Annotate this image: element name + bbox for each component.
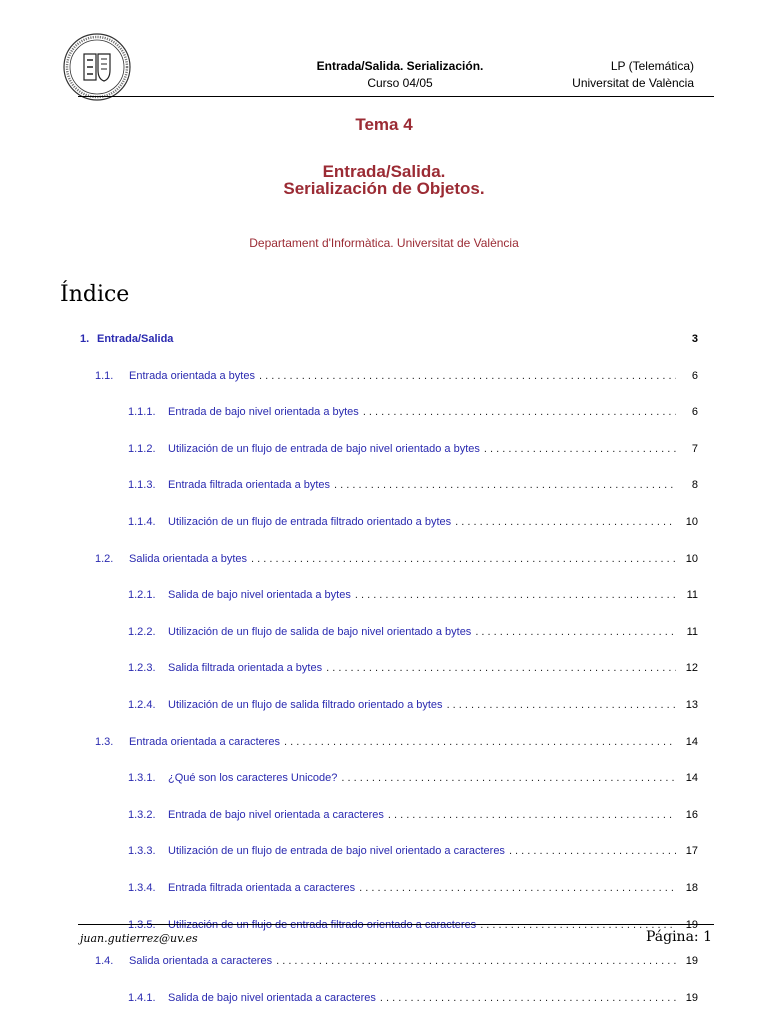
header-course-title: Entrada/Salida. Serialización. [316, 59, 484, 73]
toc-leader-dots [251, 553, 676, 565]
toc-entry-number: 1.2. [95, 552, 114, 565]
toc-entry-label[interactable]: Entrada de bajo nivel orientada a bytes [168, 406, 359, 419]
toc-entry-number: 1.3. [95, 735, 114, 748]
toc-entry-page[interactable]: 19 [685, 991, 698, 1004]
header-dept-short: LP (Telemática) [610, 59, 694, 73]
toc-entry-label[interactable]: Utilización de un flujo de entrada filtrado orientado a caracteres [168, 918, 477, 931]
toc-entry-number: 1. [80, 333, 90, 345]
toc-entry-page[interactable]: 14 [685, 772, 698, 785]
toc-entry-number: 1.2.4. [128, 699, 156, 711]
toc-entry-number: 1.3.4. [128, 882, 156, 894]
toc-entry-label[interactable]: Utilización de un flujo de entrada filtrado orientado a bytes [168, 516, 452, 528]
toc-entry-page[interactable]: 6 [691, 369, 698, 382]
toc-entry[interactable] [128, 882, 698, 900]
toc-entry-page[interactable]: 13 [685, 699, 698, 711]
toc-entry-label[interactable]: Salida de bajo nivel orientada a bytes [168, 589, 351, 602]
toc-entry[interactable] [128, 772, 698, 790]
toc-leader-dots [447, 699, 676, 711]
toc-entry[interactable] [95, 736, 698, 754]
toc-entry-number: 1.4.1. [128, 991, 156, 1004]
toc-entry[interactable] [128, 992, 698, 1010]
toc-entry[interactable] [128, 626, 698, 644]
toc-entry-number: 1.2.2. [128, 625, 156, 638]
toc-entry-label[interactable]: Salida orientada a caracteres [129, 955, 273, 968]
toc-entry-page[interactable]: 18 [685, 882, 698, 894]
toc-entry[interactable] [128, 516, 698, 534]
toc-leader-dots [484, 443, 676, 455]
toc-entry[interactable] [95, 553, 698, 571]
toc-leader-dots [455, 516, 676, 528]
toc-leader-dots [388, 809, 676, 821]
toc-leader-dots [276, 955, 676, 967]
toc-entry-page[interactable]: 7 [691, 442, 698, 455]
toc-entry-label[interactable]: Entrada orientada a caracteres [129, 735, 281, 748]
toc-leader-dots [363, 406, 676, 418]
toc-entry[interactable] [128, 443, 698, 461]
toc-entry-page[interactable]: 11 [686, 625, 698, 638]
toc-leader-dots [341, 772, 676, 784]
toc-leader-dots [259, 370, 676, 382]
document-title-line2: Serialización de Objetos. [283, 179, 485, 198]
toc-entry-page[interactable]: 17 [685, 845, 698, 858]
footer-page-number: Página: 1 [645, 929, 712, 945]
toc-entry-label[interactable]: Entrada filtrada orientada a caracteres [168, 882, 356, 894]
toc-leader-dots [355, 589, 676, 601]
toc-entry-page[interactable]: 6 [691, 406, 698, 419]
department-line: Departament d'Informàtica. Universitat de València [249, 236, 519, 250]
toc-entry-number: 1.1.1. [128, 406, 156, 419]
toc-entry-number: 1.1.4. [128, 516, 156, 528]
toc-entry-label[interactable]: Utilización de un flujo de salida de bajo nivel orientado a bytes [168, 625, 472, 638]
toc-entry-number: 1.1. [95, 369, 114, 382]
toc-entry-page[interactable]: 19 [685, 918, 698, 931]
toc-entry-label[interactable]: Salida de bajo nivel orientada a caracteres [168, 991, 376, 1004]
toc-entry[interactable] [128, 662, 698, 680]
toc-entry-number: 1.3.5. [128, 918, 156, 931]
toc-leader-dots [284, 736, 676, 748]
toc-entry[interactable] [80, 333, 698, 351]
toc-entry-label[interactable]: Entrada de bajo nivel orientada a caracteres [168, 808, 384, 821]
toc-entry-number: 1.3.3. [128, 845, 156, 858]
toc-entry-label[interactable]: ¿Qué son los caracteres Unicode? [168, 772, 338, 785]
toc-entry-page[interactable]: 19 [685, 955, 698, 968]
toc-entry-label[interactable]: Utilización de un flujo de entrada de bajo nivel orientado a bytes [168, 442, 480, 455]
toc-leader-dots [509, 845, 676, 857]
toc-entry-number: 1.1.2. [128, 442, 156, 455]
toc-entry[interactable] [128, 589, 698, 607]
header-course-year: Curso 04/05 [367, 76, 433, 90]
toc-entry-label[interactable]: Entrada filtrada orientada a bytes [168, 479, 331, 492]
toc-entry[interactable] [128, 845, 698, 863]
toc-entry-label[interactable]: Utilización de un flujo de salida filtrado orientado a bytes [168, 699, 443, 711]
toc-entry-number: 1.1.3. [128, 479, 156, 492]
toc-entry[interactable] [128, 699, 698, 717]
header-university: Universitat de València [572, 76, 694, 90]
footer-email: juan.gutierrez@uv.es [80, 932, 198, 945]
toc-entry-label[interactable]: Entrada orientada a bytes [129, 369, 255, 382]
toc-entry[interactable] [95, 955, 698, 973]
toc-entry-page[interactable]: 3 [691, 333, 698, 345]
toc-entry-number: 1.3.2. [128, 808, 156, 821]
toc-entry[interactable] [95, 370, 698, 388]
toc-entry[interactable] [128, 919, 698, 937]
toc-entry-page[interactable]: 11 [686, 589, 698, 602]
toc-entry-number: 1.2.1. [128, 589, 156, 602]
toc-entry-page[interactable]: 14 [685, 735, 698, 748]
toc-entry-page[interactable]: 8 [691, 479, 698, 492]
tema-label: Tema 4 [355, 115, 413, 134]
toc-entry[interactable] [128, 406, 698, 424]
toc-entry-label[interactable]: Salida filtrada orientada a bytes [168, 662, 323, 675]
document-title-line1: Entrada/Salida. [322, 162, 446, 181]
index-heading: Índice [60, 282, 130, 307]
toc-entry-number: 1.4. [95, 955, 114, 968]
toc-leader-dots [326, 662, 676, 674]
toc-entry-label[interactable]: Entrada/Salida [97, 333, 174, 345]
toc-entry-label[interactable]: Utilización de un flujo de entrada de bajo nivel orientado a caracteres [168, 845, 505, 858]
toc-entry-label[interactable]: Salida orientada a bytes [129, 552, 248, 565]
toc-leader-dots [334, 479, 676, 491]
toc-entry-page[interactable]: 16 [685, 808, 698, 821]
toc-entry-page[interactable]: 12 [685, 662, 698, 675]
toc-entry-number: 1.3.1. [128, 772, 156, 785]
footer-rule [78, 924, 714, 925]
toc-entry-number: 1.2.3. [128, 662, 156, 675]
toc-entry[interactable] [128, 479, 698, 497]
toc-entry-page[interactable]: 10 [685, 516, 698, 528]
toc-entry-page[interactable]: 10 [685, 552, 698, 565]
toc-leader-dots [359, 882, 676, 894]
toc-leader-dots [475, 626, 676, 638]
toc-entry[interactable] [128, 809, 698, 827]
